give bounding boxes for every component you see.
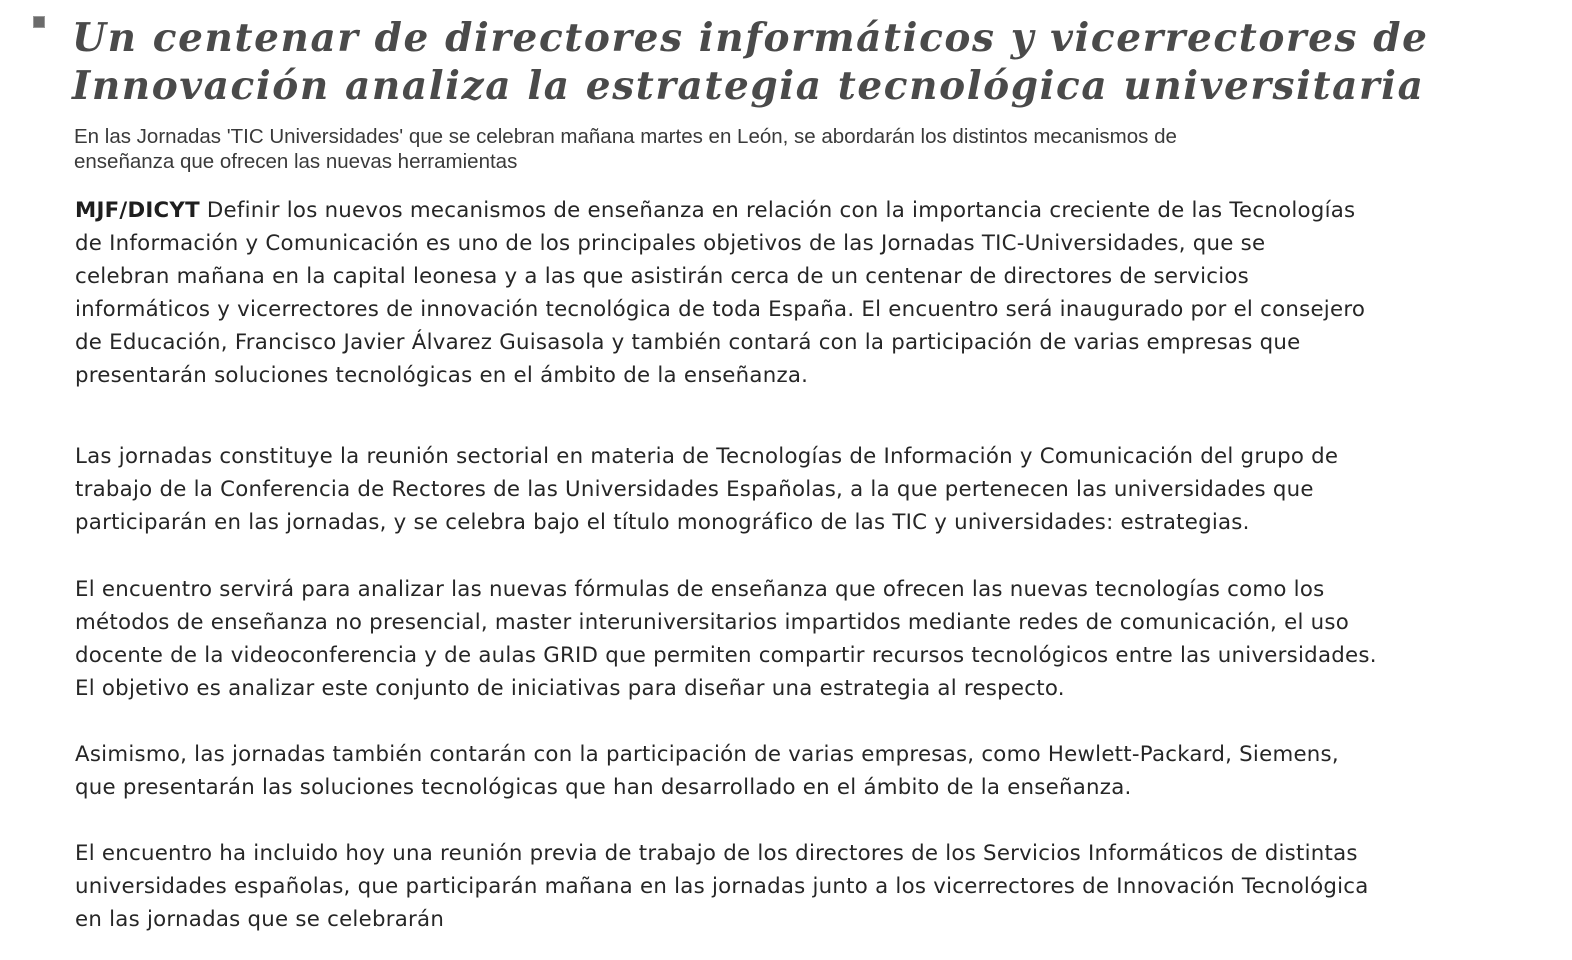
bullet-square-icon bbox=[33, 16, 45, 28]
headline-line-2: Innovación analiza la estrategia tecnológica universitaria bbox=[72, 63, 1425, 109]
paragraph-line: El objetivo es analizar este conjunto de iniciativas para diseñar una estrategia al respecto. bbox=[75, 676, 1065, 701]
subtitle-line-2: enseñanza que ofrecen las nuevas herramientas bbox=[74, 150, 518, 173]
article-headline bbox=[72, 14, 1532, 110]
byline: MJF/DICYT bbox=[75, 198, 200, 223]
article-subtitle bbox=[74, 124, 1504, 174]
headline-line-1: Un centenar de directores informáticos y vicerrectores de bbox=[72, 15, 1429, 61]
paragraph-line: que presentarán las soluciones tecnológicas que han desarrollado en el ámbito de la enseñanza. bbox=[75, 775, 1132, 800]
article-paragraph-2 bbox=[75, 440, 1555, 539]
paragraph-line bbox=[75, 194, 1555, 227]
paragraph-line: trabajo de la Conferencia de Rectores de las Universidades Españolas, a la que pertenecen las universidades que bbox=[75, 477, 1314, 502]
paragraph-line: en las jornadas que se celebrarán bbox=[75, 907, 445, 932]
article-paragraph-1 bbox=[75, 194, 1555, 392]
subtitle-line-1: En las Jornadas 'TIC Universidades' que se celebran mañana martes en León, se abordarán los distintos mecanismos de bbox=[74, 125, 1177, 148]
paragraph-line: informáticos y vicerrectores de innovación tecnológica de toda España. El encuentro será inaugurado por el consejero bbox=[75, 297, 1366, 322]
paragraph-line: presentarán soluciones tecnológicas en el ámbito de la enseñanza. bbox=[75, 363, 809, 388]
paragraph-line: Asimismo, las jornadas también contarán con la participación de varias empresas, como Hewlett-Packard, Siemens, bbox=[75, 742, 1339, 767]
paragraph-line: El encuentro servirá para analizar las nuevas fórmulas de enseñanza que ofrecen las nuevas tecnologías como los bbox=[75, 577, 1325, 602]
article-paragraph-3 bbox=[75, 573, 1555, 705]
paragraph-line: métodos de enseñanza no presencial, master interuniversitarios impartidos mediante redes de comunicación, el uso bbox=[75, 610, 1350, 635]
paragraph-line: celebran mañana en la capital leonesa y a las que asistirán cerca de un centenar de directores de servicios bbox=[75, 264, 1250, 289]
paragraph-line: participarán en las jornadas, y se celebra bajo el título monográfico de las TIC y universidades: estrategias. bbox=[75, 510, 1250, 535]
paragraph-line: universidades españolas, que participarán mañana en las jornadas junto a los vicerrectores de Innovación Tecnológica bbox=[75, 874, 1369, 899]
paragraph-line: de Educación, Francisco Javier Álvarez Guisasola y también contará con la participación de varias empresas que bbox=[75, 330, 1301, 355]
paragraph-line: Las jornadas constituye la reunión sectorial en materia de Tecnologías de Información y Comunicación del grupo de bbox=[75, 444, 1339, 469]
paragraph-line: El encuentro ha incluido hoy una reunión previa de trabajo de los directores de los Servicios Informáticos de distintas bbox=[75, 841, 1358, 866]
paragraph-line: de Información y Comunicación es uno de los principales objetivos de las Jornadas TIC-Universidades, que se bbox=[75, 231, 1266, 256]
article-paragraph-5 bbox=[75, 837, 1555, 936]
article-paragraph-4 bbox=[75, 738, 1555, 804]
paragraph-line: docente de la videoconferencia y de aulas GRID que permiten compartir recursos tecnológicos entre las universidades. bbox=[75, 643, 1377, 668]
paragraph-line-text: Definir los nuevos mecanismos de enseñanza en relación con la importancia creciente de las Tecnologías bbox=[199, 198, 1356, 223]
